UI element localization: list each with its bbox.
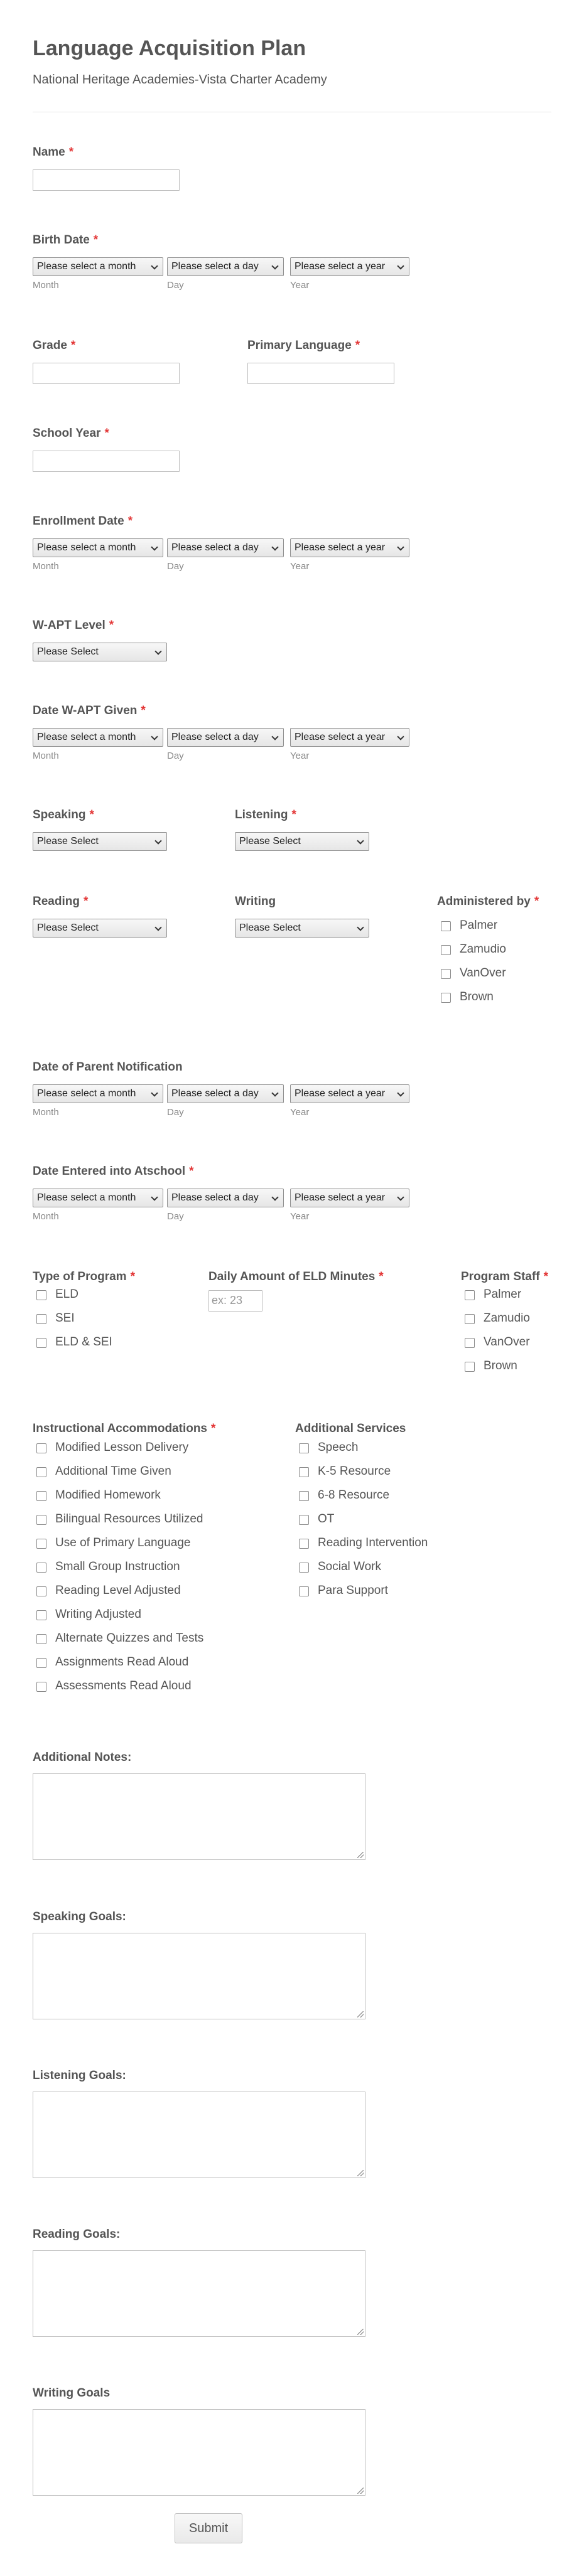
checkbox[interactable]: [465, 1362, 475, 1372]
reading-goals-label: Reading Goals:: [33, 2228, 121, 2241]
required-mark: *: [141, 704, 146, 717]
name-label: Name *: [33, 146, 74, 159]
birth-date-label: Birth Date *: [33, 233, 99, 247]
resize-grip-icon[interactable]: [357, 2329, 364, 2335]
year-sublabel: Year: [290, 561, 310, 572]
day-sublabel: Day: [167, 1211, 184, 1222]
day-sublabel: Day: [167, 751, 184, 761]
checkbox[interactable]: [441, 921, 451, 931]
checkbox[interactable]: [299, 1467, 309, 1477]
primary-language-input[interactable]: [247, 363, 394, 384]
month-sublabel: Month: [33, 280, 59, 291]
required-mark: *: [70, 339, 76, 352]
listening-select[interactable]: Please Select: [235, 832, 369, 851]
listening-goals-label: Listening Goals:: [33, 2069, 126, 2082]
atschool-date-month-select[interactable]: Please select a month: [33, 1189, 163, 1207]
wapt-level-label: W-APT Level *: [33, 619, 114, 632]
checkbox[interactable]: [36, 1610, 46, 1620]
checkbox[interactable]: [299, 1563, 309, 1573]
form-subtitle: National Heritage Academies-Vista Charter Academy: [33, 73, 327, 87]
enrollment-date-day-select[interactable]: Please select a day: [167, 538, 284, 557]
required-mark: *: [189, 1165, 194, 1178]
atschool-date-day-select[interactable]: Please select a day: [167, 1189, 284, 1207]
checkbox[interactable]: [299, 1586, 309, 1596]
listening-goals-textarea[interactable]: [33, 2092, 365, 2178]
wapt-date-year-select[interactable]: Please select a year: [290, 728, 409, 747]
form-title: Language Acquisition Plan: [33, 36, 306, 60]
parent-notification-day-select[interactable]: Please select a day: [167, 1084, 284, 1103]
required-mark: *: [104, 427, 109, 440]
required-mark: *: [93, 233, 99, 247]
month-sublabel: Month: [33, 1211, 59, 1222]
checkbox[interactable]: [441, 969, 451, 979]
type-of-program-label: Type of Program *: [33, 1270, 135, 1283]
required-mark: *: [127, 515, 133, 528]
wapt-level-select[interactable]: Please Select: [33, 643, 167, 661]
school-year-input[interactable]: [33, 451, 180, 472]
wapt-date-day-select[interactable]: Please select a day: [167, 728, 284, 747]
checkbox[interactable]: [299, 1539, 309, 1549]
listening-label: Listening *: [235, 808, 296, 821]
checkbox[interactable]: [36, 1682, 46, 1692]
checkbox[interactable]: [441, 945, 451, 955]
birth-date-month-select[interactable]: Please select a month: [33, 257, 163, 276]
day-sublabel: Day: [167, 1107, 184, 1118]
required-mark: *: [211, 1422, 216, 1435]
checkbox[interactable]: [36, 1658, 46, 1668]
resize-grip-icon[interactable]: [357, 2488, 364, 2494]
required-mark: *: [68, 146, 74, 159]
grade-input[interactable]: [33, 363, 180, 384]
reading-select[interactable]: Please Select: [33, 919, 167, 938]
year-sublabel: Year: [290, 1107, 310, 1118]
checkbox[interactable]: [465, 1338, 475, 1348]
checkbox[interactable]: [36, 1491, 46, 1501]
parent-notification-year-select[interactable]: Please select a year: [290, 1084, 409, 1103]
birth-date-day-select[interactable]: Please select a day: [167, 257, 284, 276]
writing-label: Writing: [235, 895, 276, 908]
school-year-label: School Year *: [33, 427, 109, 440]
additional-notes-label: Additional Notes:: [33, 1751, 132, 1764]
submit-button[interactable]: Submit: [175, 2513, 242, 2543]
atschool-date-label: Date Entered into Atschool *: [33, 1165, 194, 1178]
month-sublabel: Month: [33, 1107, 59, 1118]
accommodations-label: Instructional Accommodations *: [33, 1422, 216, 1435]
required-mark: *: [379, 1270, 384, 1283]
writing-goals-textarea[interactable]: [33, 2409, 365, 2496]
parent-notification-label: Date of Parent Notification: [33, 1061, 183, 1074]
required-mark: *: [355, 339, 360, 352]
checkbox[interactable]: [299, 1491, 309, 1501]
grade-label: Grade *: [33, 339, 76, 352]
reading-label: Reading *: [33, 895, 89, 908]
primary-language-label: Primary Language *: [247, 339, 360, 352]
checkbox[interactable]: [299, 1515, 309, 1525]
required-mark: *: [109, 619, 114, 632]
checkbox[interactable]: [36, 1515, 46, 1525]
date-wapt-given-label: Date W-APT Given *: [33, 704, 146, 717]
speaking-goals-textarea[interactable]: [33, 1933, 365, 2019]
required-mark: *: [291, 808, 296, 821]
birth-date-year-select[interactable]: Please select a year: [290, 257, 409, 276]
checkbox[interactable]: [36, 1290, 46, 1300]
parent-notification-month-select[interactable]: Please select a month: [33, 1084, 163, 1103]
checkbox[interactable]: [36, 1539, 46, 1549]
writing-goals-label: Writing Goals: [33, 2386, 111, 2400]
month-sublabel: Month: [33, 751, 59, 761]
additional-services-label: Additional Services: [295, 1422, 406, 1435]
enrollment-date-label: Enrollment Date *: [33, 515, 133, 528]
resize-grip-icon[interactable]: [357, 1852, 364, 1858]
wapt-date-month-select[interactable]: Please select a month: [33, 728, 163, 747]
checkbox[interactable]: [299, 1443, 309, 1453]
resize-grip-icon[interactable]: [357, 2170, 364, 2176]
checkbox[interactable]: [36, 1634, 46, 1644]
writing-select[interactable]: Please Select: [235, 919, 369, 938]
checkbox[interactable]: [36, 1443, 46, 1453]
speaking-label: Speaking *: [33, 808, 94, 821]
checkbox[interactable]: [36, 1314, 46, 1324]
day-sublabel: Day: [167, 561, 184, 572]
checkbox[interactable]: [36, 1563, 46, 1573]
additional-notes-textarea[interactable]: [33, 1773, 365, 1860]
form-page: Language Acquisition Plan National Heritage Academies-Vista Charter Academy Name * Birth Date * Please select a month Please select a day Please select a year Month Day Year Grade * Primary Language * School Year * Enrollment Date * Please select a month Please select a day Please select a year Month Day Year W-APT Level * Please Select Date W-APT Given * Please select a month Please select a day Please select a year Month Day Year Speaking * Please Select Listening * Please Select Reading * Please Select Writing Please Select Administered by * Palmer Zamudio VanOver Brown Date of Parent Notification Please select a month Please select a day Please select a year Month Day Year Date Entered into Atschool * Please select a month Please select a day Please select a year Month Day Year Type of Program * ELD SEI ELD & SEI Daily Amount of ELD Minutes * ex: 23 Program Staff * Palmer Zamudio VanOver Brown Instructional Accommodations * Modified Lesson Delivery Additional Time Given Modified Homework Bilingual Resources Utilized Use of Primary Language Small Group Instruction Reading Level Adjusted Writing Adjusted Alternate Quizzes and Tests Assignments Read Aloud Assessments Read Aloud Additional Services Speech K-5 Resource 6-8 Resource OT Reading Intervention Social Work Para Support Additional Notes: Speaking Goals: Listening Goals: Reading Goals: Writing Goals Submit: [0, 0, 584, 2576]
speaking-goals-label: Speaking Goals:: [33, 1910, 126, 1923]
required-mark: *: [543, 1270, 549, 1283]
checkbox[interactable]: [36, 1467, 46, 1477]
enrollment-date-year-select[interactable]: Please select a year: [290, 538, 409, 557]
month-sublabel: Month: [33, 561, 59, 572]
administered-by-label: Administered by *: [437, 895, 539, 908]
program-staff-label: Program Staff *: [461, 1270, 549, 1283]
year-sublabel: Year: [290, 751, 310, 761]
eld-minutes-label: Daily Amount of ELD Minutes *: [208, 1270, 384, 1283]
name-input[interactable]: [33, 169, 180, 191]
required-mark: *: [130, 1270, 135, 1283]
checkbox[interactable]: [36, 1586, 46, 1596]
checkbox[interactable]: [465, 1290, 475, 1300]
year-sublabel: Year: [290, 280, 310, 291]
reading-goals-textarea[interactable]: [33, 2250, 365, 2337]
checkbox[interactable]: [36, 1338, 46, 1348]
required-mark: *: [83, 895, 89, 908]
checkbox[interactable]: [465, 1314, 475, 1324]
atschool-date-year-select[interactable]: Please select a year: [290, 1189, 409, 1207]
enrollment-date-month-select[interactable]: Please select a month: [33, 538, 163, 557]
speaking-select[interactable]: Please Select: [33, 832, 167, 851]
resize-grip-icon[interactable]: [357, 2011, 364, 2018]
day-sublabel: Day: [167, 280, 184, 291]
required-mark: *: [89, 808, 94, 821]
eld-minutes-input[interactable]: ex: 23: [208, 1290, 262, 1312]
required-mark: *: [534, 895, 539, 908]
year-sublabel: Year: [290, 1211, 310, 1222]
checkbox[interactable]: [441, 993, 451, 1003]
